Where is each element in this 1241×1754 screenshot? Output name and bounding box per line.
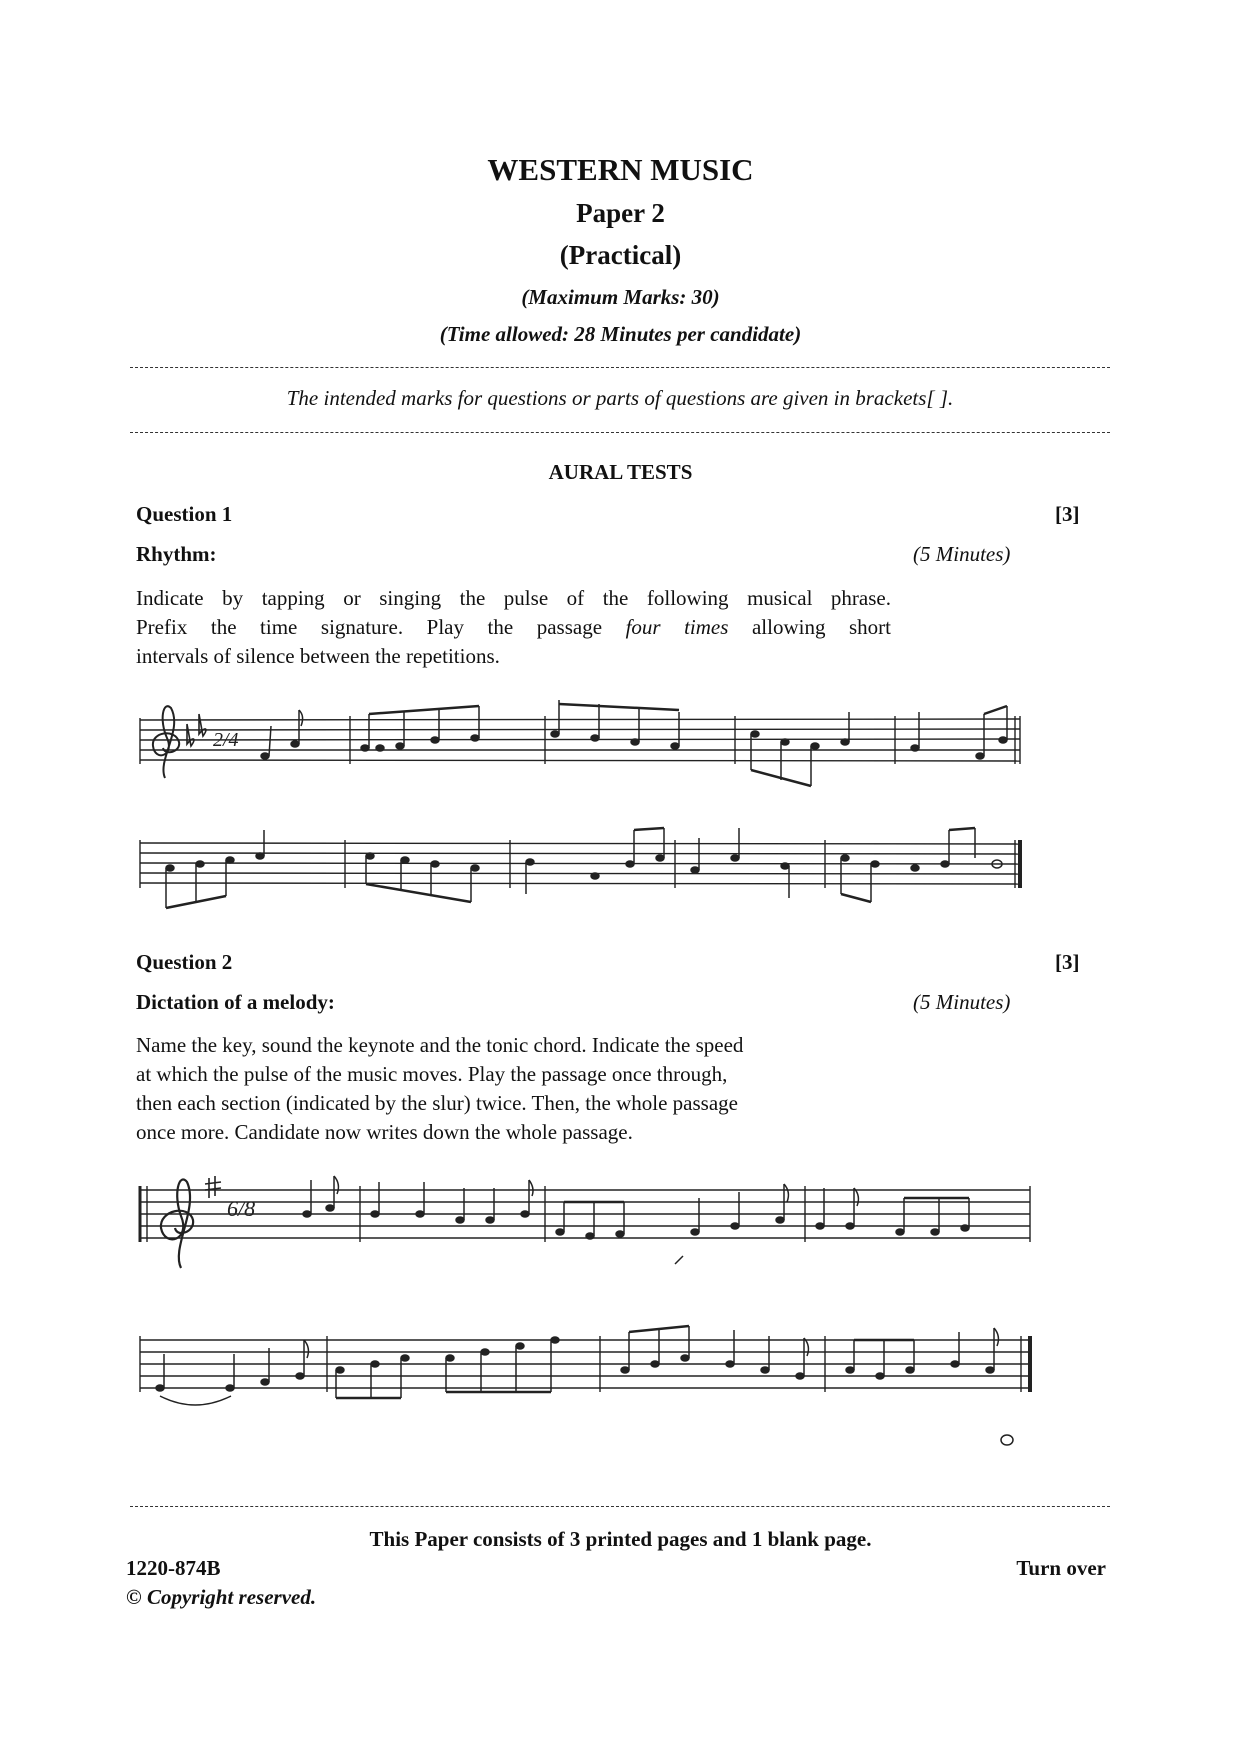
question-2-line: once more. Candidate now writes down the whole passage. (136, 1120, 633, 1144)
paper-subtitle: (Practical) (559, 240, 682, 270)
question-1-duration: (5 Minutes) (913, 542, 1011, 566)
divider (130, 367, 1110, 368)
exam-title: WESTERN MUSIC (487, 152, 754, 187)
rhythm-score-staff-2 (135, 818, 1035, 928)
question-1-heading: Rhythm: (136, 542, 217, 566)
svg-text:2/4: 2/4 (213, 729, 239, 751)
section-title: AURAL TESTS (548, 460, 693, 484)
melody-score-staff-1 (135, 1168, 1035, 1298)
divider (130, 432, 1110, 433)
question-2-heading: Dictation of a melody: (136, 990, 335, 1014)
text-span: Prefix the time signature. Play the passage (136, 615, 626, 639)
page-count-note: This Paper consists of 3 printed pages and 1 blank page. (369, 1527, 872, 1551)
text-span: allowing short (728, 615, 891, 639)
question-2-text (136, 1031, 896, 1147)
question-2-marks: [3] (1055, 950, 1080, 974)
melody-score-staff-2 (135, 1318, 1035, 1458)
copyright-notice: © Copyright reserved. (126, 1585, 317, 1609)
emphasis-text: four times (625, 615, 729, 639)
question-2-line: at which the pulse of the music moves. Play the passage once through, (136, 1062, 728, 1086)
svg-text:6/8: 6/8 (227, 1196, 256, 1221)
question-2-line: Name the key, sound the keynote and the tonic chord. Indicate the speed (136, 1033, 744, 1057)
paper-code: 1220-874B (126, 1556, 221, 1580)
paper-number: Paper 2 (576, 198, 665, 228)
question-2-label: Question 2 (136, 950, 233, 974)
time-allowed: (Time allowed: 28 Minutes per candidate) (439, 322, 802, 346)
question-1-line (136, 613, 891, 642)
maximum-marks: (Maximum Marks: 30) (521, 285, 720, 309)
question-2-duration: (5 Minutes) (913, 990, 1011, 1014)
question-1-marks: [3] (1055, 502, 1080, 526)
question-2-line: then each section (indicated by the slur) twice. Then, the whole passage (136, 1091, 738, 1115)
marks-instruction: The intended marks for questions or parts of questions are given in brackets[ ]. (286, 386, 954, 410)
question-1-label: Question 1 (136, 502, 233, 526)
question-1-line: Indicate by tapping or singing the pulse of the following musical phrase. (136, 586, 891, 610)
turn-over-label: Turn over (1016, 1556, 1106, 1580)
rhythm-score-staff-1 (135, 690, 1035, 810)
divider (130, 1506, 1110, 1507)
question-1-line: intervals of silence between the repetitions. (136, 644, 500, 668)
question-1-text (136, 584, 891, 671)
